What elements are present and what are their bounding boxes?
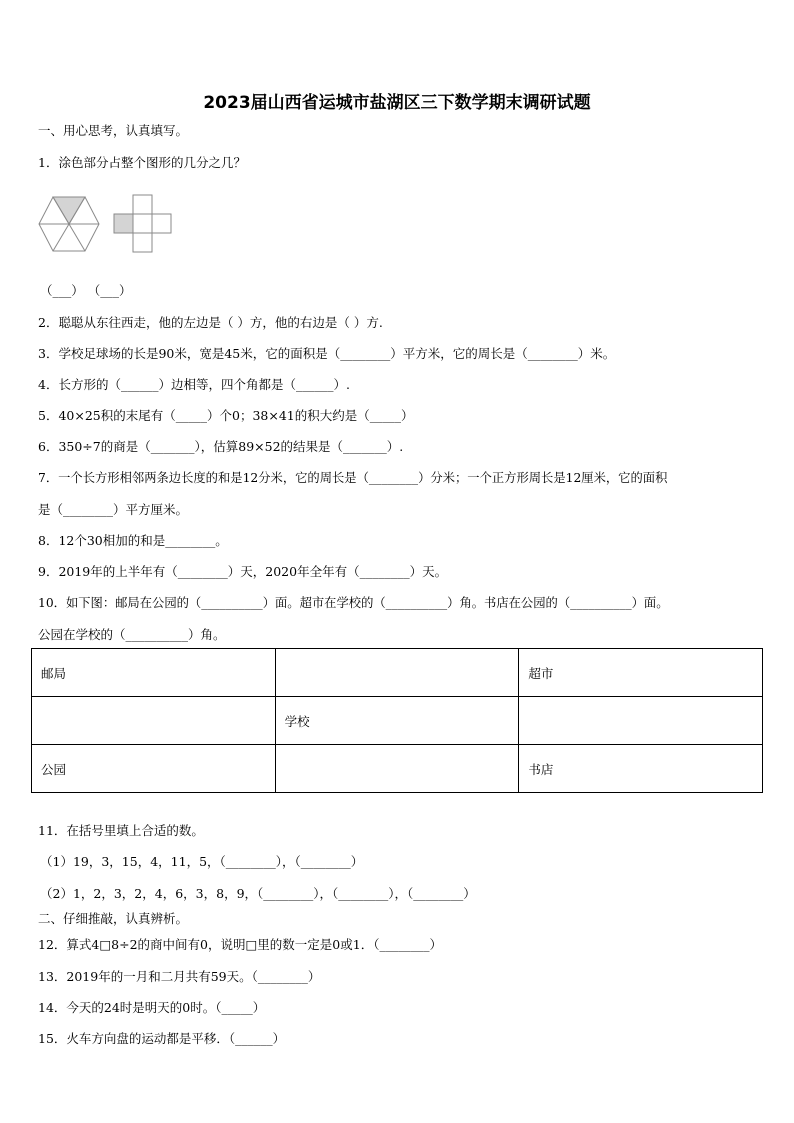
table-cell: 超市 bbox=[519, 649, 763, 697]
question-10-line-1: 10．如下图：邮局在公园的（__________）面。超市在学校的（__________）角。书店在公园的（__________）面。 bbox=[38, 596, 669, 610]
table-row bbox=[32, 745, 763, 793]
question-7-line-2: 是（________）平方厘米。 bbox=[38, 502, 189, 517]
map-table bbox=[31, 648, 763, 793]
question-3: 3．学校足球场的长是90米，宽是45米，它的面积是（________）平方米，它的周长是（________）米。 bbox=[38, 346, 616, 361]
question-11-part-2: （2）1，2，3，2，4，6，3，8，9，（________），（________），（________） bbox=[40, 886, 476, 901]
question-5: 5．40×25积的末尾有（_____）个0；38×41的积大约是（_____） bbox=[38, 408, 414, 423]
table-cell bbox=[275, 649, 519, 697]
hexagon-figure bbox=[38, 196, 100, 252]
question-11: 11．在括号里填上合适的数。 bbox=[38, 823, 204, 838]
table-row bbox=[32, 649, 763, 697]
cube-net-figure bbox=[113, 194, 173, 254]
question-1-answer-blanks[interactable]: （___） （___） bbox=[40, 283, 132, 298]
question-6: 6．350÷7的商是（_______），估算89×52的结果是（_______）. bbox=[38, 439, 404, 454]
hexagon-shaded-part bbox=[53, 197, 85, 224]
question-8: 8．12个30相加的和是________。 bbox=[38, 533, 228, 548]
table-cell bbox=[519, 697, 763, 745]
question-1: 1．涂色部分占整个图形的几分之几？ bbox=[38, 155, 246, 170]
question-2: 2．聪聪从东往西走，他的左边是（ ）方，他的右边是（ ）方. bbox=[38, 315, 383, 330]
question-13: 13．2019年的一月和二月共有59天。（________） bbox=[38, 969, 321, 984]
question-7-line-1: 7．一个长方形相邻两条边长度的和是12分米，它的周长是（________）分米；一个正方形周长是12厘米，它的面积 bbox=[38, 471, 668, 485]
table-row bbox=[32, 697, 763, 745]
section-1-heading: 一、用心思考，认真填写。 bbox=[38, 123, 189, 138]
table-cell: 书店 bbox=[519, 745, 763, 793]
table-cell: 邮局 bbox=[32, 649, 276, 697]
question-14: 14．今天的24时是明天的0时。（_____） bbox=[38, 1000, 266, 1015]
question-15: 15．火车方向盘的运动都是平移．（______） bbox=[38, 1031, 286, 1046]
question-11-part-1: （1）19，3，15，4，11，5，（________），（________） bbox=[40, 854, 364, 869]
table-cell bbox=[275, 745, 519, 793]
page-title: 2023届山西省运城市盐湖区三下数学期末调研试题 bbox=[203, 93, 591, 113]
table-cell: 公园 bbox=[32, 745, 276, 793]
question-9: 9．2019年的上半年有（________）天，2020年全年有（________）天。 bbox=[38, 564, 448, 579]
question-12: 12．算式4□8÷2的商中间有0，说明□里的数一定是0或1．（________） bbox=[38, 937, 442, 952]
question-4: 4．长方形的（______）边相等，四个角都是（______）. bbox=[38, 377, 350, 392]
cube-net-shaded-part bbox=[114, 214, 133, 233]
table-cell: 学校 bbox=[275, 697, 519, 745]
table-cell bbox=[32, 697, 276, 745]
section-2-heading: 二、仔细推敲，认真辨析。 bbox=[38, 911, 189, 926]
question-10-line-2: 公园在学校的（__________）角。 bbox=[38, 627, 226, 642]
